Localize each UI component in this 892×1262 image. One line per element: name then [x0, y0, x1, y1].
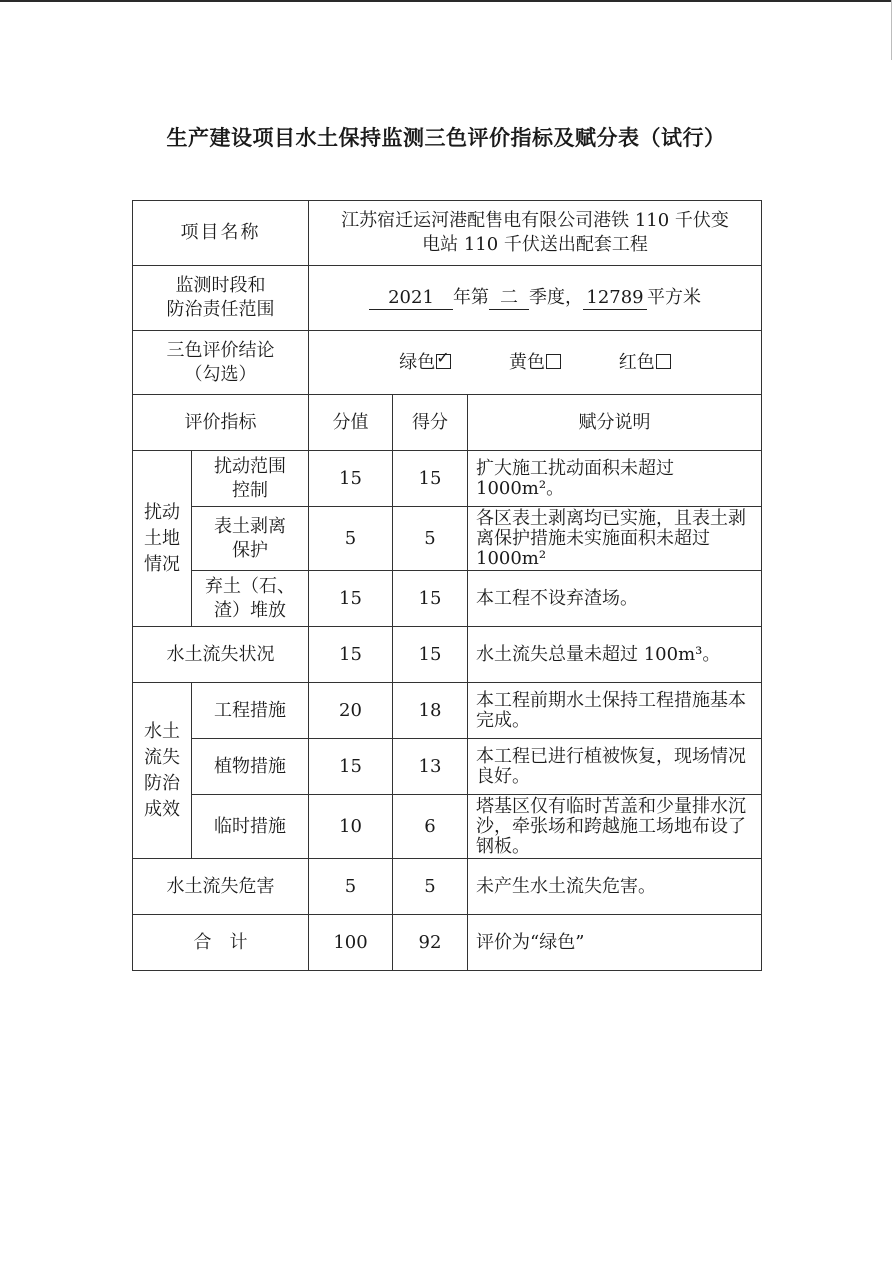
total-score: 100 — [309, 915, 393, 971]
item-cell — [192, 507, 309, 571]
item-cell — [192, 571, 309, 627]
conclusion-label — [133, 331, 309, 395]
green-checkbox[interactable] — [436, 347, 451, 369]
got-cell: 15 — [393, 571, 468, 627]
table-row — [133, 331, 762, 395]
table-row — [133, 451, 762, 507]
area-field: 12789 — [583, 287, 647, 310]
page-title: 生产建设项目水土保持监测三色评价指标及赋分表（试行） — [166, 126, 726, 150]
project-name-value — [309, 201, 762, 266]
score-cell: 10 — [309, 795, 393, 859]
got-cell: 5 — [393, 859, 468, 915]
total-row — [133, 915, 762, 971]
quarter-suffix: 季度， — [529, 287, 584, 308]
project-name-line: 江苏宿迁运河港配售电有限公司港铁 110 千伏变 — [341, 210, 729, 231]
table-row — [133, 627, 762, 683]
note-cell: 塔基区仅有临时苫盖和少量排水沉沙，牵张场和跨越施工场地布设了钢板。 — [468, 795, 762, 859]
yellow-label: 黄色 — [509, 351, 546, 373]
yellow-option[interactable] — [509, 351, 561, 375]
got-cell: 18 — [393, 683, 468, 739]
table-row — [133, 507, 762, 571]
project-name-label: 项目名称 — [133, 201, 309, 266]
got-cell: 15 — [393, 451, 468, 507]
conclusion-label-line: （勾选） — [184, 363, 257, 385]
table-row — [133, 683, 762, 739]
header-indicator: 评价指标 — [133, 395, 309, 451]
red-checkbox[interactable] — [656, 354, 671, 369]
item-line: 控制 — [232, 479, 268, 501]
total-got: 92 — [393, 915, 468, 971]
item-cell: 水土流失危害 — [133, 859, 309, 915]
check-icon: ✓ — [436, 347, 450, 367]
total-note: 评价为“绿色” — [468, 915, 762, 971]
score-cell: 5 — [309, 507, 393, 571]
monitoring-label-line: 监测时段和 — [175, 275, 266, 296]
monitoring-label — [133, 266, 309, 331]
year-field: 2021 — [369, 287, 453, 310]
table-row — [133, 795, 762, 859]
got-cell: 13 — [393, 739, 468, 795]
score-cell: 20 — [309, 683, 393, 739]
monitoring-value — [309, 266, 762, 331]
score-cell: 15 — [309, 571, 393, 627]
red-label: 红色 — [618, 351, 655, 373]
page-top-border — [0, 0, 892, 2]
quarter-field: 二 — [489, 287, 529, 310]
yellow-checkbox[interactable] — [546, 354, 561, 369]
group-disturbance: 扰动土地情况 — [133, 451, 192, 627]
header-score: 分值 — [309, 395, 393, 451]
item-cell: 临时措施 — [192, 795, 309, 859]
evaluation-table — [132, 200, 762, 971]
item-cell — [192, 451, 309, 507]
area-unit: 平方米 — [647, 287, 702, 308]
note-cell: 扩大施工扰动面积未超过1000m²。 — [468, 451, 762, 507]
got-cell: 15 — [393, 627, 468, 683]
table-row — [133, 571, 762, 627]
header-obtained: 得分 — [393, 395, 468, 451]
score-cell: 15 — [309, 451, 393, 507]
table-row — [133, 859, 762, 915]
year-suffix: 年第 — [453, 287, 490, 308]
green-label: 绿色 — [399, 351, 436, 373]
score-cell: 15 — [309, 627, 393, 683]
note-cell: 未产生水土流失危害。 — [468, 859, 762, 915]
table-row — [133, 201, 762, 266]
got-cell: 5 — [393, 507, 468, 571]
item-line: 保护 — [232, 539, 268, 561]
score-cell: 5 — [309, 859, 393, 915]
total-label: 合 计 — [133, 915, 309, 971]
note-cell: 本工程不设弃渣场。 — [468, 571, 762, 627]
got-cell: 6 — [393, 795, 468, 859]
item-cell: 水土流失状况 — [133, 627, 309, 683]
monitoring-label-line: 防治责任范围 — [166, 299, 275, 320]
header-row — [133, 395, 762, 451]
note-cell: 水土流失总量未超过 100m³。 — [468, 627, 762, 683]
project-name-line: 电站 110 千伏送出配套工程 — [422, 234, 648, 255]
note-cell: 本工程已进行植被恢复，现场情况良好。 — [468, 739, 762, 795]
item-cell: 植物措施 — [192, 739, 309, 795]
table-row — [133, 266, 762, 331]
conclusion-options — [309, 331, 762, 395]
header-note: 赋分说明 — [468, 395, 762, 451]
green-option[interactable] — [399, 347, 451, 375]
group-effect: 水土流失防治成效 — [133, 683, 192, 859]
score-cell: 15 — [309, 739, 393, 795]
table-row — [133, 739, 762, 795]
red-option[interactable] — [619, 351, 671, 375]
item-cell: 工程措施 — [192, 683, 309, 739]
item-line: 弃土（石、 — [205, 575, 295, 597]
item-line: 渣）堆放 — [214, 599, 286, 621]
item-line: 扰动范围 — [214, 455, 286, 477]
conclusion-label-line: 三色评价结论 — [166, 339, 275, 361]
note-cell: 本工程前期水土保持工程措施基本完成。 — [468, 683, 762, 739]
item-line: 表土剥离 — [214, 515, 286, 537]
note-cell: 各区表土剥离均已实施，且表土剥离保护措施未实施面积未超过1000m² — [468, 507, 762, 571]
